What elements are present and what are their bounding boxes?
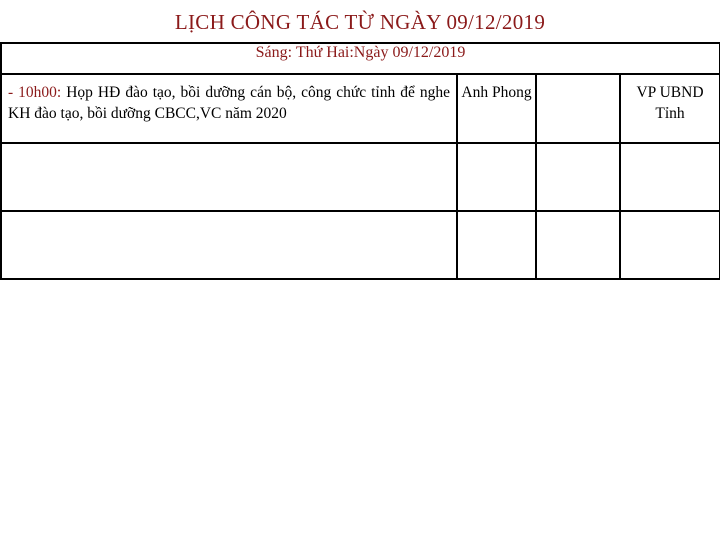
empty-cell: [536, 143, 620, 211]
empty-cell: [536, 211, 620, 279]
task-content: Họp HĐ đào tạo, bồi dưỡng cán bộ, công chức tỉnh để nghe KH đào tạo, bồi dưỡng CBCC,VC năm 2020: [8, 84, 450, 122]
empty-cell: [620, 211, 720, 279]
empty-cell: [457, 143, 536, 211]
participants-cell: [536, 74, 620, 143]
location-cell: VP UBND Tỉnh: [620, 74, 720, 143]
schedule-row: [1, 74, 720, 143]
person-cell: Anh Phong: [457, 74, 536, 143]
session-header-row: [1, 43, 720, 74]
session-header: Sáng: Thứ Hai:Ngày 09/12/2019: [1, 43, 720, 74]
empty-cell: [457, 211, 536, 279]
empty-cell: [1, 143, 457, 211]
empty-cell: [1, 211, 457, 279]
empty-cell: [620, 143, 720, 211]
schedule-table: [0, 42, 720, 280]
empty-row: [1, 211, 720, 279]
task-cell: [1, 74, 457, 143]
task-time: - 10h00:: [8, 84, 62, 101]
empty-row: [1, 143, 720, 211]
page-title: LỊCH CÔNG TÁC TỪ NGÀY 09/12/2019: [174, 10, 546, 34]
